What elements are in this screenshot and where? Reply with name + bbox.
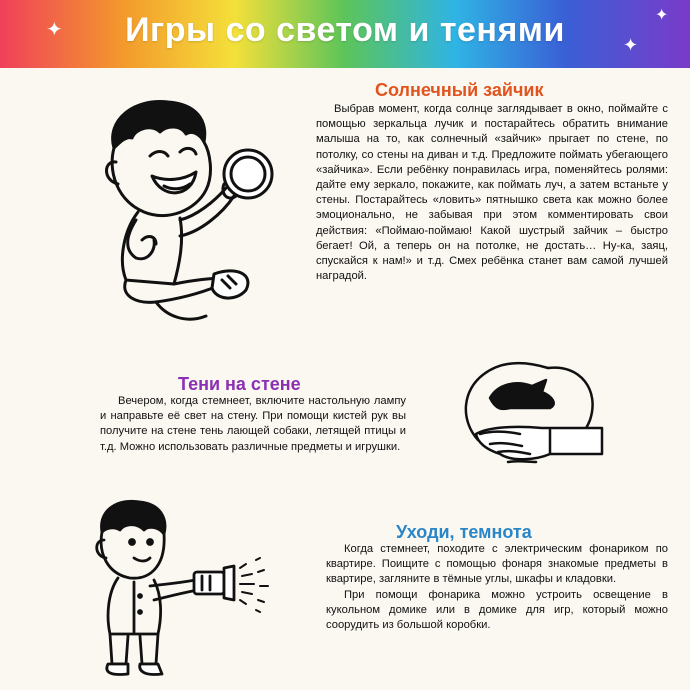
paragraph: Выбрав момент, когда солнце заглядывает в окно, поймайте с помощью зеркальца лучик и постарайтесь обратить внимание малыша на то, как солнечный «зайчик» прыгает по стене, по потолку, со стены на диван и т.д. Предложите поймать убегающего «зайчика». Если ребёнку понравилась игра, поменяйтесь ролями: дайте ему зеркало, покажите, как поймать луч, а затем встаньте у стены. Постарайтесь «ловить» пятнышко света как можно более эмоционально, не забывая при этом комментировать свои действия: «Поймаю-поймаю! Какой шустрый зайчик – быстро бегает! Ой, а теперь он на потолке, не достать… Ну-ка, заяц, спускайся к нам!» и т.д. Смех ребёнка станет вам самой лучшей наградой. [316, 103, 668, 283]
section-text-sunbeam [316, 102, 668, 284]
section-title-darkness: Уходи, темнота [396, 522, 532, 542]
sparkle-icon: ✦ [46, 19, 63, 41]
paragraph: Когда стемнеет, походите с электрическим фонариком по квартире. Поищите с помощью фонаря знакомые предметы в квартире, загляните в тёмные углы, шкафы и кладовки. [326, 543, 668, 586]
page-title: Игры со светом и тенями [125, 11, 565, 49]
sparkle-icon: ✦ [623, 35, 639, 55]
paragraph: Вечером, когда стемнеет, включите настольную лампу и направьте её свет на стену. При помощи кистей рук вы получите на стене тень лающей собаки, летящей птицы и т.д. Можно использовать различные предметы и игрушки. [100, 395, 406, 453]
section-title-sunbeam: Солнечный зайчик [375, 80, 544, 100]
child-with-flashlight-illustration [88, 496, 278, 682]
sparkle-icon: ✦ [655, 7, 669, 24]
hand-shadow-illustration [450, 350, 610, 470]
paragraph: При помощи фонарика можно устроить освещение в кукольном домике или в домике для игр, который можно соорудить из большой коробки. [326, 588, 668, 632]
section-title-shadows: Тени на стене [178, 374, 301, 394]
section-text-shadows [100, 394, 406, 455]
section-text-darkness [326, 542, 668, 633]
header-banner [0, 0, 690, 68]
child-with-mirror-illustration [96, 90, 296, 340]
